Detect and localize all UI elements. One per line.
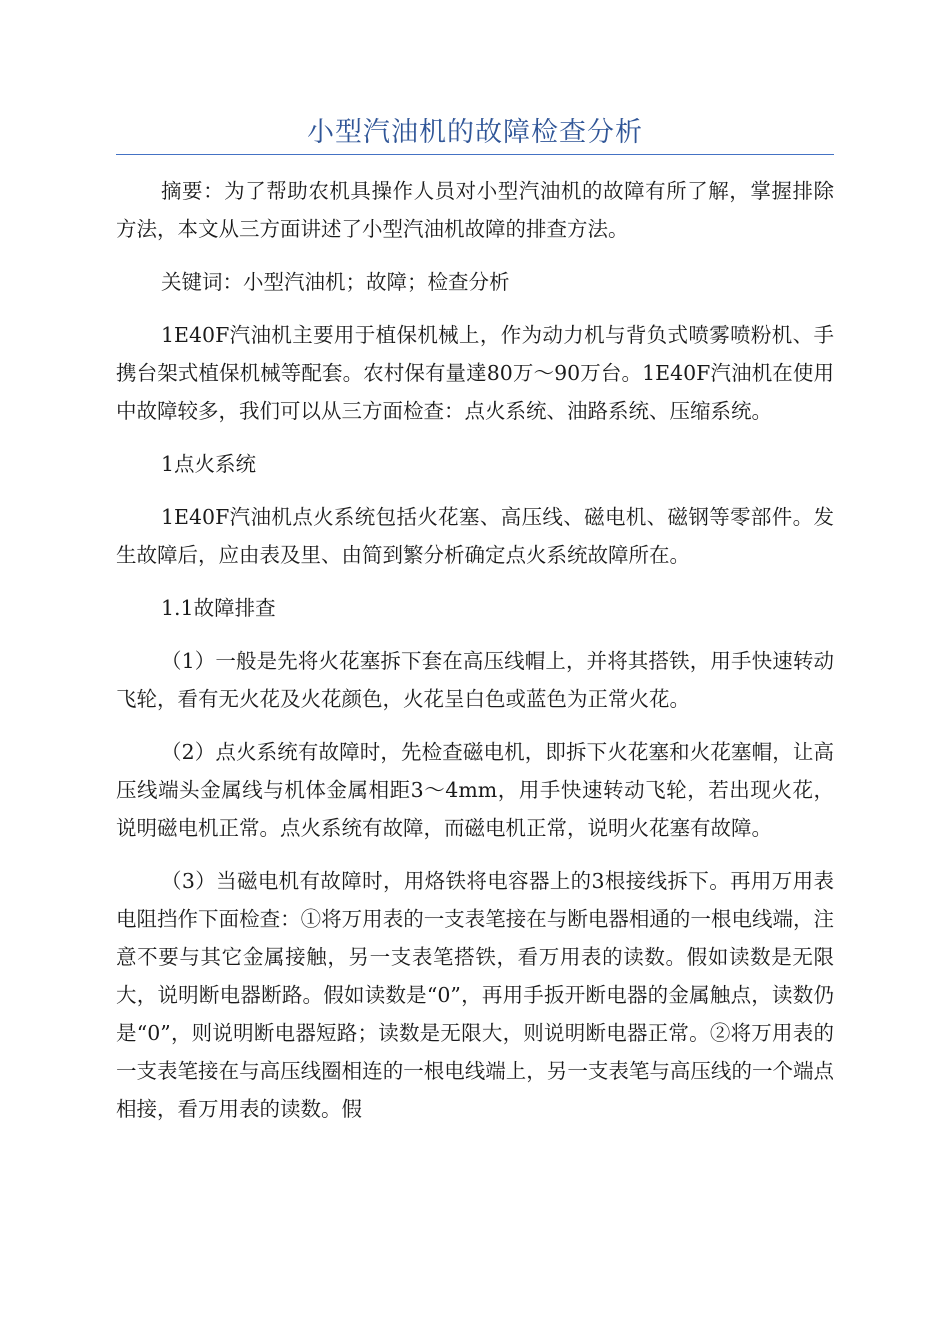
section-1-paragraph: 1E40F汽油机点火系统包括火花塞、高压线、磁电机、磁钢等零部件。发生故障后，应由表及里、由简到繁分析确定点火系统故障所在。 bbox=[116, 505, 834, 567]
document-body bbox=[116, 172, 834, 1143]
list-item-3: （3）当磁电机有故障时，用烙铁将电容器上的3根接线拆下。再用万用表电阻挡作下面检查：①将万用表的一支表笔接在与断电器相通的一根电线端，注意不要与其它金属接触，另一支表笔搭铁，看万用表的读数。假如读数是无限大，说明断电器断路。假如读数是“0”，再用手扳开断电器的金属触点，读数仍是“0”，则说明断电器短路；读数是无限大，则说明断电器正常。②将万用表的一支表笔接在与高压线圈相连的一根电线端上，另一支表笔与高压线的一个端点相接，看万用表的读数。假 bbox=[116, 869, 834, 1121]
intro-paragraph: 1E40F汽油机主要用于植保机械上，作为动力机与背负式喷雾喷粉机、手携台架式植保机械等配套。农村保有量達80万～90万台。1E40F汽油机在使用中故障较多，我们可以从三方面检查：点火系统、油路系统、压缩系统。 bbox=[116, 323, 834, 423]
abstract-paragraph: 摘要：为了帮助农机具操作人员对小型汽油机的故障有所了解，掌握排除方法，本文从三方面讲述了小型汽油机故障的排查方法。 bbox=[116, 179, 834, 241]
section-1-1-heading: 1.1故障排查 bbox=[161, 596, 276, 620]
document-title: 小型汽油机的故障检查分析 bbox=[307, 117, 643, 148]
section-1-heading: 1点火系统 bbox=[161, 452, 257, 476]
title-underline bbox=[116, 154, 834, 155]
list-item-2: （2）点火系统有故障时，先检查磁电机，即拆下火花塞和火花塞帽，让高压线端头金属线与机体金属相距3～4mm，用手快速转动飞轮，若出现火花，说明磁电机正常。点火系统有故障，而磁电机正常，说明火花塞有故障。 bbox=[116, 740, 834, 840]
keywords-paragraph: 关键词：小型汽油机；故障；检查分析 bbox=[161, 270, 510, 294]
list-item-1: （1）一般是先将火花塞拆下套在高压线帽上，并将其搭铁，用手快速转动飞轮，看有无火花及火花颜色，火花呈白色或蓝色为正常火花。 bbox=[116, 649, 834, 711]
